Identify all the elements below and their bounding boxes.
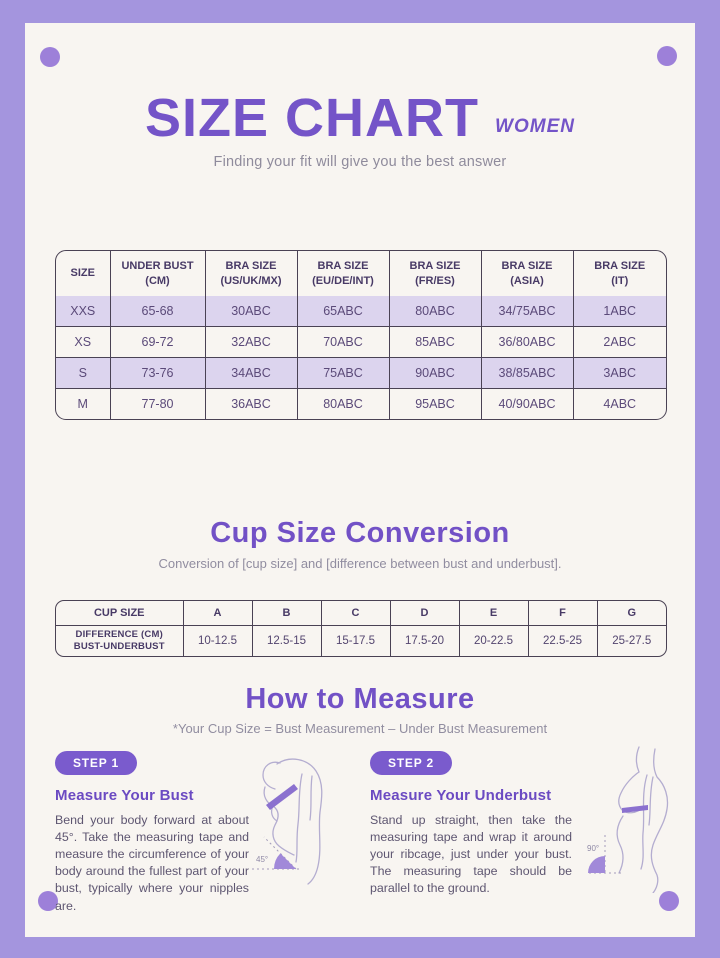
table-cell: 38/85ABC (481, 358, 573, 389)
cup-conversion-subtitle: Conversion of [cup size] and [difference between bust and underbust]. (158, 556, 562, 571)
size-table-container (55, 250, 667, 420)
table-cell: 4ABC (603, 397, 637, 411)
column-header: E (459, 601, 528, 626)
step-heading: Measure Your Underbust (370, 787, 552, 804)
table-cell: 90ABC (389, 358, 481, 389)
measure-step-1 (55, 751, 249, 915)
column-header: CUP SIZE (56, 601, 183, 626)
table-cell: M (56, 389, 110, 420)
table-cell: 2ABC (573, 327, 666, 358)
table-cell: 70ABC (297, 327, 389, 358)
measure-step-2 (370, 751, 572, 898)
step-heading: Measure Your Bust (55, 787, 194, 804)
column-header: BRA SIZE (ASIA) (481, 251, 573, 296)
size-chart-card (25, 23, 695, 937)
cup-conversion-title: Cup Size Conversion (210, 517, 510, 549)
page-title: SIZE CHART (145, 88, 480, 148)
column-header: C (321, 601, 390, 626)
table-cell: XS (56, 327, 110, 358)
size-table-header-row (56, 251, 666, 296)
column-header: D (390, 601, 459, 626)
column-header: B (252, 601, 321, 626)
table-cell: 10-12.5 (183, 626, 252, 657)
how-to-measure-subtitle: *Your Cup Size = Bust Measurement – Under Bust Measurement (172, 721, 548, 736)
column-header: F (528, 601, 597, 626)
table-cell: 17.5-20 (390, 626, 459, 657)
table-row (56, 389, 666, 420)
table-cell: 15-17.5 (321, 626, 390, 657)
table-cell: 65-68 (110, 296, 205, 327)
column-header: G (597, 601, 666, 626)
column-header: SIZE (56, 251, 110, 296)
cup-table-header-row (56, 601, 666, 626)
table-row (56, 358, 666, 389)
table-cell: 25-27.5 (612, 635, 652, 647)
cup-size-table (56, 601, 666, 656)
table-cell: S (56, 358, 110, 389)
column-header: UNDER BUST (CM) (110, 251, 205, 296)
table-cell: 69-72 (110, 327, 205, 358)
column-header: BRA SIZE (US/UK/MX) (205, 251, 297, 296)
table-cell: 40/90ABC (481, 389, 573, 420)
row-header: DIFFERENCE (CM) BUST-UNDERBUST (56, 626, 183, 657)
column-header: BRA SIZE (IT) (594, 259, 646, 287)
angle-90-label: 90° (587, 844, 600, 853)
underbust-measure-illustration (585, 745, 687, 893)
table-cell: 73-76 (110, 358, 205, 389)
table-row (56, 626, 666, 657)
table-cell: 85ABC (389, 327, 481, 358)
step-badge: STEP 2 (370, 751, 452, 775)
table-row (56, 327, 666, 358)
page-subtitle: Finding your fit will give you the best answer (213, 154, 507, 170)
table-row (56, 296, 666, 327)
table-cell: 30ABC (205, 296, 297, 327)
cup-table-container (55, 600, 667, 657)
table-cell: 20-22.5 (459, 626, 528, 657)
step-badge: STEP 1 (55, 751, 137, 775)
column-header: BRA SIZE (FR/ES) (389, 251, 481, 296)
table-cell: 36ABC (205, 389, 297, 420)
bust-measure-illustration (246, 748, 336, 885)
table-cell: 95ABC (389, 389, 481, 420)
table-cell: XXS (56, 296, 110, 327)
corner-dot (657, 46, 677, 66)
table-cell: 75ABC (297, 358, 389, 389)
corner-dot (659, 891, 679, 911)
corner-dot (40, 47, 60, 67)
header (25, 88, 695, 170)
how-to-measure-title: How to Measure (245, 683, 475, 715)
table-cell: 80ABC (297, 389, 389, 420)
table-cell: 36/80ABC (481, 327, 573, 358)
step-instructions: Stand up straight, then take the measuring tape and wrap it around your ribcage, just under your bust. The measuring tape should be parallel to the ground. (370, 813, 572, 896)
audience-label: WOMEN (495, 116, 575, 137)
table-cell: 65ABC (297, 296, 389, 327)
column-header: A (183, 601, 252, 626)
table-cell: 80ABC (389, 296, 481, 327)
step-instructions: Bend your body forward at about 45°. Take the measuring tape and measure the circumference of your body around the fullest part of your bust, typically where your nipples are. (55, 813, 249, 913)
table-cell: 22.5-25 (528, 626, 597, 657)
size-table (56, 251, 666, 419)
table-cell: 77-80 (110, 389, 205, 420)
table-cell: 12.5-15 (252, 626, 321, 657)
angle-45-label: 45° (256, 855, 269, 864)
table-cell: 3ABC (573, 358, 666, 389)
table-cell: 34/75ABC (481, 296, 573, 327)
table-cell: 34ABC (205, 358, 297, 389)
column-header: BRA SIZE (EU/DE/INT) (297, 251, 389, 296)
table-cell: 32ABC (205, 327, 297, 358)
table-cell: 1ABC (573, 296, 666, 327)
